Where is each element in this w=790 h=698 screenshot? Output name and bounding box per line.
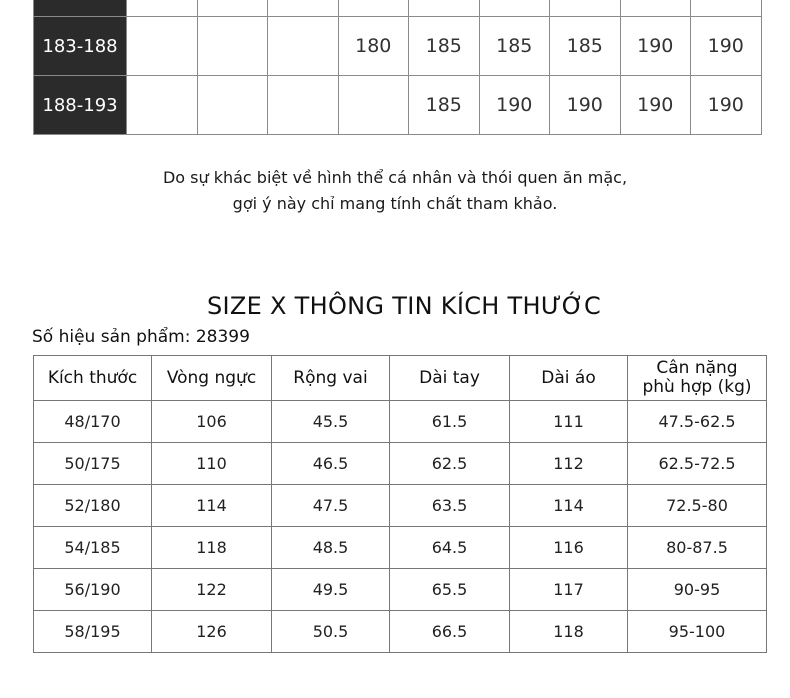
table-row xyxy=(34,569,767,611)
table-cell: 185 xyxy=(409,76,480,135)
table-cell: 50.5 xyxy=(272,611,390,653)
table-cell: 190 xyxy=(691,17,762,76)
column-header-weight xyxy=(628,356,767,401)
table-cell: 62.5-72.5 xyxy=(628,443,767,485)
table-row xyxy=(34,443,767,485)
table-row xyxy=(34,76,762,135)
table-cell: 118 xyxy=(510,611,628,653)
table-cell: 106 xyxy=(152,401,272,443)
table-cell xyxy=(338,76,409,135)
header-line: phù hợp (kg) xyxy=(642,377,752,397)
table-cell: 185 xyxy=(479,17,550,76)
table-cell xyxy=(268,76,339,135)
column-header-shoulder: Rộng vai xyxy=(272,356,390,401)
table-cell xyxy=(338,0,409,17)
table-cell: 190 xyxy=(620,17,691,76)
section-title: SIZE X THÔNG TIN KÍCH THƯỚC xyxy=(206,292,602,320)
table-cell: 47.5 xyxy=(272,485,390,527)
table-cell: 80-87.5 xyxy=(628,527,767,569)
table-row xyxy=(34,527,767,569)
table-row xyxy=(34,401,767,443)
table-cell: 116 xyxy=(510,527,628,569)
table-cell xyxy=(620,0,691,17)
note-line: Do sự khác biệt về hình thể cá nhân và thói quen ăn mặc, xyxy=(162,168,628,187)
table-cell xyxy=(197,0,268,17)
table-cell: 50/175 xyxy=(34,443,152,485)
table-cell: 61.5 xyxy=(390,401,510,443)
row-label: 188-193 xyxy=(34,76,127,135)
table-cell: 66.5 xyxy=(390,611,510,653)
height-weight-table xyxy=(33,0,762,135)
table-cell: 114 xyxy=(510,485,628,527)
product-number: Số hiệu sản phẩm: 28399 xyxy=(32,327,250,347)
table-cell: 72.5-80 xyxy=(628,485,767,527)
table-cell: 45.5 xyxy=(272,401,390,443)
table-cell: 122 xyxy=(152,569,272,611)
table-cell: 117 xyxy=(510,569,628,611)
table-cell xyxy=(197,17,268,76)
table-cell: 65.5 xyxy=(390,569,510,611)
table-cell: 180 xyxy=(338,17,409,76)
row-label: 183-188 xyxy=(34,17,127,76)
table-cell: 190 xyxy=(691,76,762,135)
table-cell: 185 xyxy=(550,17,621,76)
column-header-size: Kích thước xyxy=(34,356,152,401)
table-cell: 112 xyxy=(510,443,628,485)
table-cell: 126 xyxy=(152,611,272,653)
table-cell xyxy=(268,0,339,17)
row-label xyxy=(34,0,127,17)
table-cell: 95-100 xyxy=(628,611,767,653)
table-cell: 190 xyxy=(550,76,621,135)
table-cell: 58/195 xyxy=(34,611,152,653)
table-cell xyxy=(268,17,339,76)
table-cell: 48/170 xyxy=(34,401,152,443)
table-cell: 190 xyxy=(479,76,550,135)
header-line: Cân nặng xyxy=(656,358,738,378)
reference-note xyxy=(0,165,790,217)
table-row xyxy=(34,485,767,527)
table-cell: 56/190 xyxy=(34,569,152,611)
note-line: gợi ý này chỉ mang tính chất tham khảo. xyxy=(232,194,558,213)
table-cell: 111 xyxy=(510,401,628,443)
table-cell: 64.5 xyxy=(390,527,510,569)
table-cell: 49.5 xyxy=(272,569,390,611)
table-row xyxy=(34,17,762,76)
table-cell: 52/180 xyxy=(34,485,152,527)
table-cell: 118 xyxy=(152,527,272,569)
table-cell xyxy=(479,0,550,17)
header-row xyxy=(34,356,767,401)
table-cell xyxy=(550,0,621,17)
column-header-chest: Vòng ngực xyxy=(152,356,272,401)
table-row xyxy=(34,0,762,17)
table-cell xyxy=(127,0,198,17)
table-cell xyxy=(409,0,480,17)
table-cell: 110 xyxy=(152,443,272,485)
table-cell: 114 xyxy=(152,485,272,527)
table-cell xyxy=(127,17,198,76)
table-cell xyxy=(691,0,762,17)
table-cell: 62.5 xyxy=(390,443,510,485)
table-cell: 54/185 xyxy=(34,527,152,569)
column-header-sleeve: Dài tay xyxy=(390,356,510,401)
column-header-length: Dài áo xyxy=(510,356,628,401)
table-cell: 63.5 xyxy=(390,485,510,527)
table-cell: 47.5-62.5 xyxy=(628,401,767,443)
size-table xyxy=(33,355,767,653)
table-cell: 185 xyxy=(409,17,480,76)
table-cell xyxy=(127,76,198,135)
table-cell: 90-95 xyxy=(628,569,767,611)
table-cell: 48.5 xyxy=(272,527,390,569)
table-cell xyxy=(197,76,268,135)
table-cell: 46.5 xyxy=(272,443,390,485)
table-row xyxy=(34,611,767,653)
table-cell: 190 xyxy=(620,76,691,135)
